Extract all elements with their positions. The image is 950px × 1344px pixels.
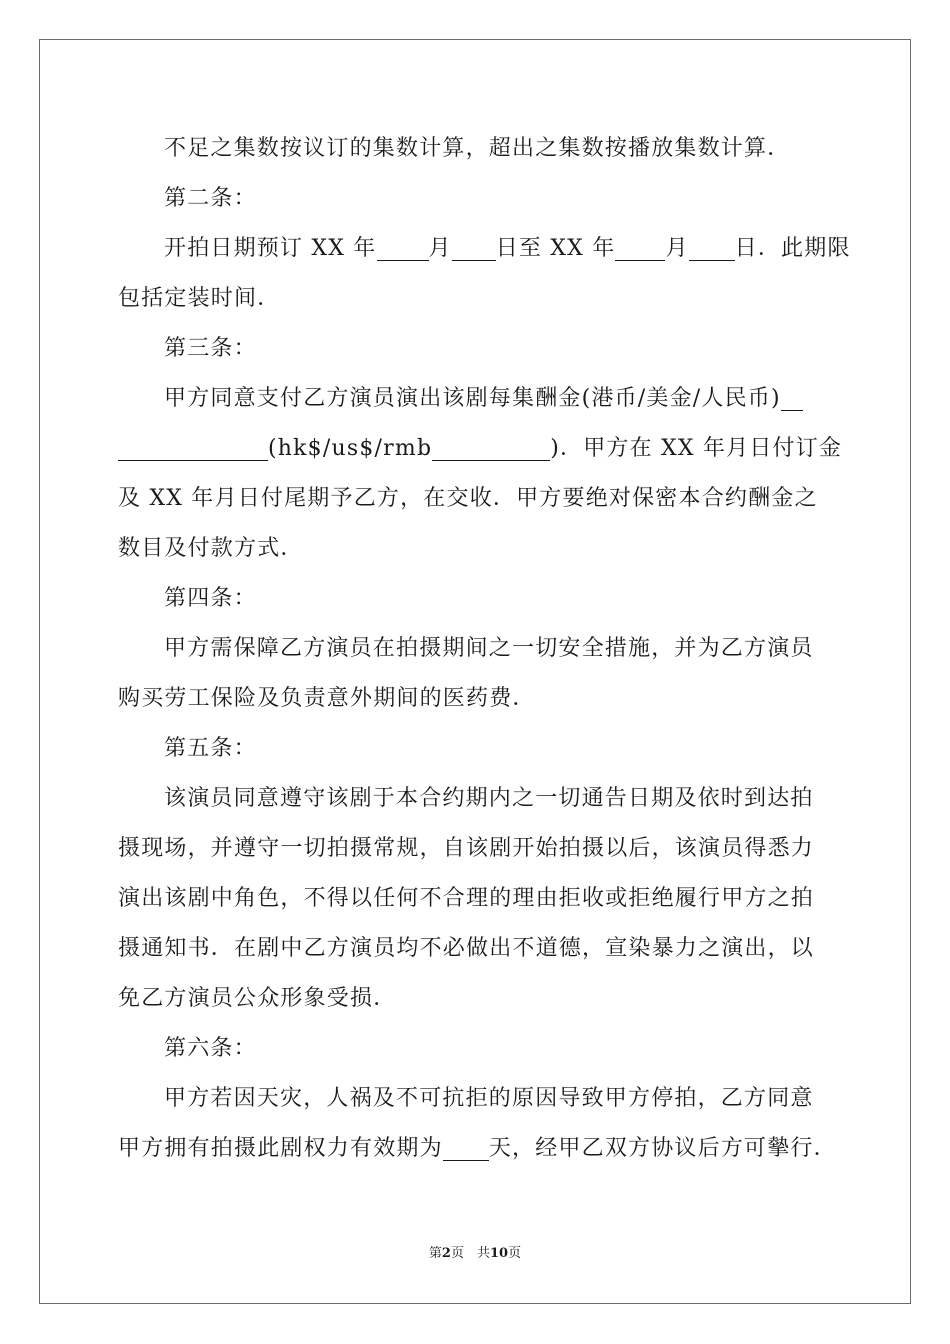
fill-blank bbox=[377, 232, 429, 261]
fill-blank bbox=[615, 232, 665, 261]
paragraph-line bbox=[118, 974, 838, 1024]
text: 甲方同意支付乙方演员演出该剧每集酬金(港币/美金/人民币) bbox=[164, 386, 781, 411]
text: 摄现场，并遵守一切拍摄常规，自该剧开始拍摄以后，该演员得悉力 bbox=[118, 836, 815, 861]
paragraph-line bbox=[118, 274, 838, 324]
paragraph-line bbox=[118, 524, 838, 574]
text: 第二条： bbox=[164, 186, 257, 211]
text: 天，经甲乙双方协议后方可摰行． bbox=[488, 1136, 837, 1161]
paragraph-line bbox=[118, 624, 838, 674]
paragraph-line bbox=[118, 1124, 838, 1174]
text: 该演员同意遵守该剧于本合约期内之一切通告日期及依时到达拍 bbox=[164, 786, 814, 811]
paragraph-line bbox=[118, 224, 851, 274]
total-page-number: 10 bbox=[489, 1246, 509, 1261]
text: 月 bbox=[665, 236, 689, 261]
paragraph-line bbox=[118, 124, 838, 174]
fill-blank bbox=[781, 382, 803, 411]
text: 第四条： bbox=[164, 586, 257, 611]
text: 甲方需保障乙方演员在拍摄期间之一切安全措施，并为乙方演员 bbox=[164, 636, 814, 661]
paragraph-line bbox=[118, 424, 843, 474]
article-heading-4 bbox=[118, 574, 838, 624]
page-number-footer bbox=[0, 1242, 950, 1261]
footer-text: 页 共 bbox=[450, 1246, 490, 1261]
article-heading-2 bbox=[118, 174, 838, 224]
paragraph-line bbox=[118, 674, 838, 724]
document-body bbox=[118, 124, 851, 1174]
fill-blank bbox=[689, 232, 735, 261]
text: 日．此期限 bbox=[734, 236, 851, 261]
paragraph-line bbox=[118, 874, 838, 924]
text: (hk$/us$/rmb bbox=[268, 436, 433, 461]
text: 不足之集数按议订的集数计算，超出之集数按播放集数计算． bbox=[164, 136, 791, 161]
text: 甲方拥有拍摄此剧权力有效期为 bbox=[118, 1136, 443, 1161]
paragraph-line bbox=[118, 1074, 838, 1124]
text: 摄通知书．在剧中乙方演员均不必做出不道德，宣染暴力之演出，以 bbox=[118, 936, 815, 961]
fill-blank bbox=[443, 1132, 489, 1161]
text: 甲方若因天灾，人祸及不可抗拒的原因导致甲方停拍，乙方同意 bbox=[164, 1086, 814, 1111]
text: 包括定装时间． bbox=[118, 286, 281, 311]
fill-blank bbox=[432, 432, 550, 461]
text: 第五条： bbox=[164, 736, 257, 761]
text: 免乙方演员公众形象受损． bbox=[118, 986, 397, 1011]
fill-blank bbox=[118, 432, 268, 461]
footer-text: 页 bbox=[508, 1246, 522, 1261]
text: 第六条： bbox=[164, 1036, 257, 1061]
paragraph-line bbox=[118, 374, 838, 424]
paragraph-line bbox=[118, 774, 838, 824]
article-heading-3 bbox=[118, 324, 838, 374]
article-heading-6 bbox=[118, 1024, 838, 1074]
text: 演出该剧中角色，不得以任何不合理的理由拒收或拒绝履行甲方之拍 bbox=[118, 886, 815, 911]
text: )．甲方在 XX 年月日付订金 bbox=[550, 436, 843, 461]
current-page-number: 2 bbox=[441, 1246, 451, 1261]
text: 日至 XX 年 bbox=[495, 236, 616, 261]
text: 开拍日期预订 XX 年 bbox=[164, 236, 377, 261]
text: 第三条： bbox=[164, 336, 257, 361]
paragraph-line bbox=[118, 474, 838, 524]
article-heading-5 bbox=[118, 724, 838, 774]
text: 数目及付款方式． bbox=[118, 536, 304, 561]
paragraph-line bbox=[118, 924, 838, 974]
footer-text: 第 bbox=[428, 1246, 442, 1261]
text: 及 XX 年月日付尾期予乙方，在交收．甲方要绝对保密本合约酬金之 bbox=[118, 486, 818, 511]
text: 月 bbox=[428, 236, 452, 261]
fill-blank bbox=[452, 232, 496, 261]
paragraph-line bbox=[118, 824, 838, 874]
text: 购买劳工保险及负责意外期间的医药费． bbox=[118, 686, 536, 711]
